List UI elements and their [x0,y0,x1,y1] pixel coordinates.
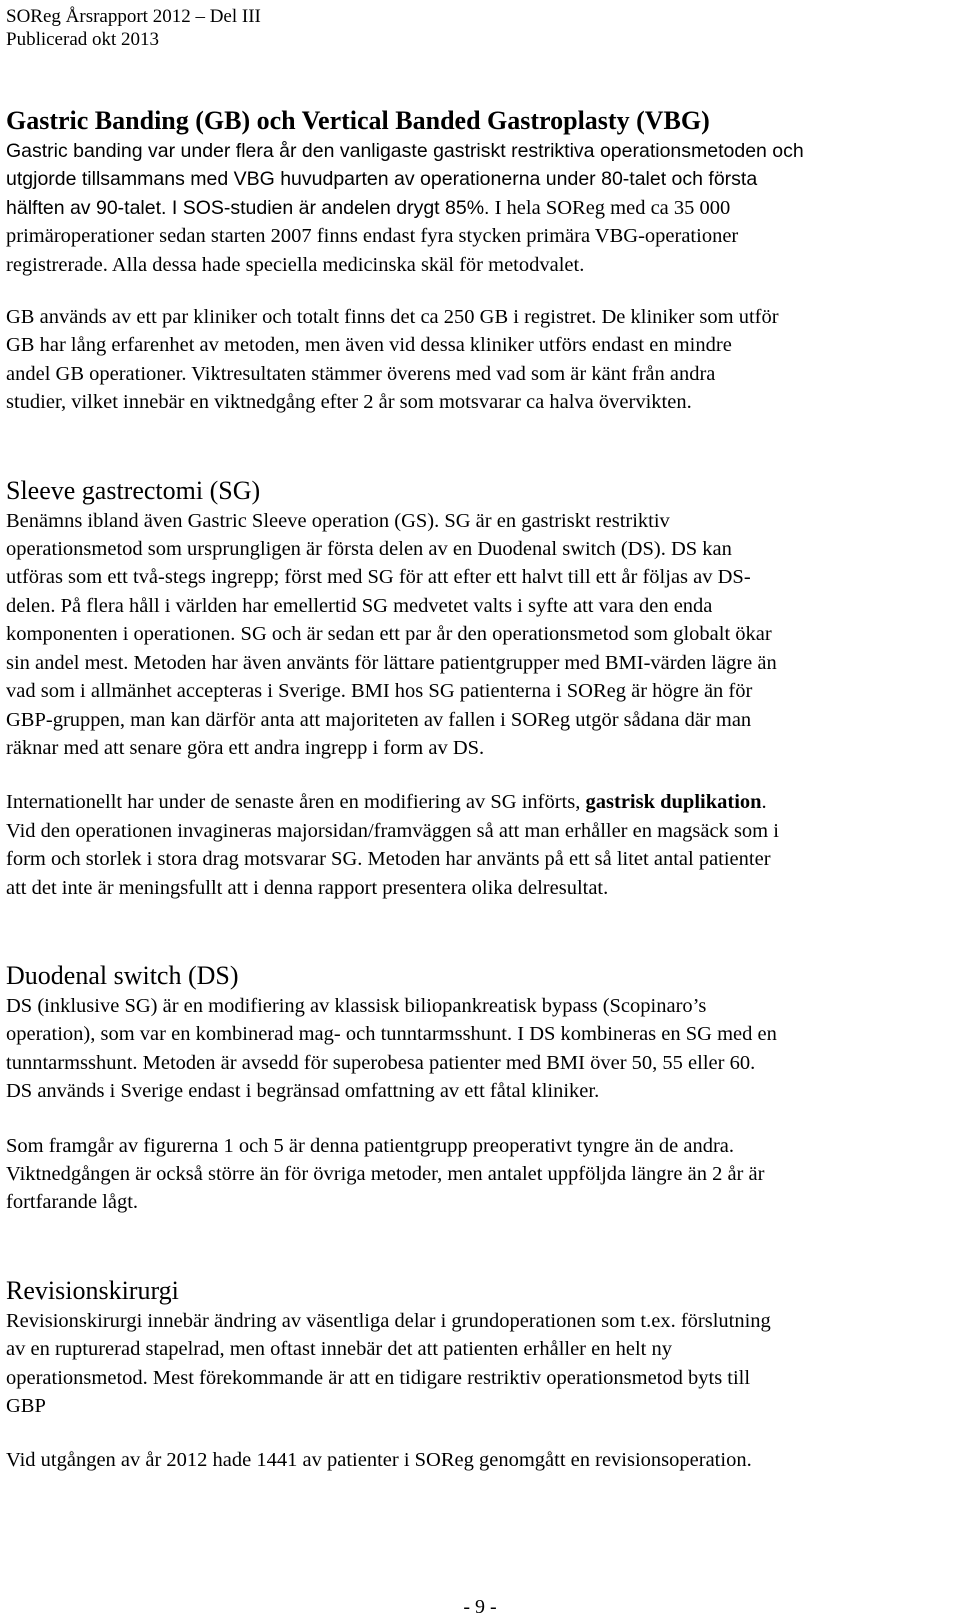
section-title-revision-surgery: Revisionskirurgi [6,1275,179,1305]
spacer [6,902,954,960]
page-header [6,5,261,51]
paragraph-gb-history-serif-part: I hela SOReg med ca 35 000 primäroperationer sedan starten 2007 finns endast fyra stycken primära VBG-operationer registrerade. Alla dessa hade speciella medicinska skäl för metodvalet. [6,196,739,276]
header-published-date: Publicerad okt 2013 [6,29,160,50]
paragraph-ds-results: Som framgår av figurerna 1 och 5 är denna patientgrupp preoperativt tyngre än de andra. Viktnedgången är också större än för övriga metoder, men antalet uppföljda längre än 2 år är fortfarande lågt. [6,1134,765,1214]
spacer [6,279,954,303]
section-gastric-banding [6,105,954,417]
paragraph-ds-description: DS (inklusive SG) är en modifiering av klassisk biliopankreatisk bypass (Scopinaro’s operation), som var en kombinerad mag- och tunntarmsshunt. I DS kombineras en SG med en tunntarmsshunt. Metoden är avsedd för superobesa patienter med BMI över 50, 55 eller 60. DS används i Sverige endast i begränsad omfattning av ett fåtal kliniker. [6,994,777,1103]
spacer [6,1217,954,1275]
header-report-title: SOReg Årsrapport 2012 – Del III [6,6,261,27]
paragraph-sg-description: Benämns ibland även Gastric Sleeve operation (GS). SG är en gastriskt restriktiv operationsmetod som ursprungligen är första delen av en Duodenal switch (DS). DS kan utföras som ett två-stegs ingrepp; först med SG för att efter ett halvt till ett år följas av DS- delen. På flera håll i världen har emellertid SG medvetet valts i syfte att vara den enda komponenten i operationen. SG och är sedan ett par år den operationsmetod som globalt ökar sin andel mest. Metoden har även använts för lättare patientgrupper med BMI-värden lägre än vad som i allmänhet accepteras i Sverige. BMI hos SG patienterna i SOReg är högre än för GBP-gruppen, man kan därför anta att majoriteten av fallen i SOReg utgör sådana där man räknar med att senare göra ett andra ingrepp i form av DS. [6,509,777,759]
spacer [6,1106,954,1132]
paragraph-sg-duplication-lead: Internationellt har under de senaste åren en modifiering av SG införts, [6,791,586,814]
section-title-gastric-banding: Gastric Banding (GB) och Vertical Banded Gastroplasty (VBG) [6,106,710,135]
paragraph-sg-duplication [6,788,954,902]
section-title-duodenal-switch: Duodenal switch (DS) [6,960,239,990]
paragraph-gb-usage: GB används av ett par kliniker och totalt finns det ca 250 GB i registret. De kliniker som utför GB har lång erfarenhet av metoden, men även vid dessa kliniker utförs endast en mindre andel GB operationer. Viktresultaten stämmer överens med vad som är känt från andra studier, vilket innebär en viktnedgång efter 2 år som motsvarar ca halva övervikten. [6,306,779,414]
section-duodenal-switch [6,960,954,1217]
spacer [6,417,954,475]
spacer [6,1420,954,1446]
section-title-sleeve-gastrectomy: Sleeve gastrectomi (SG) [6,475,261,505]
paragraph-gb-history [6,137,954,279]
paragraph-revision-description: Revisionskirurgi innebär ändring av väsentliga delar i grundoperationen som t.ex. förslutning av en rupturerad stapelrad, men oftast innebär det att patienten erhåller en helt ny operationsmetod. Mest förekommande är att en tidigare restriktiv operationsmetod byts till GBP [6,1309,771,1417]
paragraph-gb-history-sans-part: Gastric banding var under flera år den vanligaste gastriskt restriktiva operationsmetoden och utgjorde tillsammans med VBG huvudparten av operationerna under 80-talet och första hälften av 90-talet. I SOS-studien är andelen drygt 85%. [6,140,804,219]
spacer [6,762,954,788]
section-revision-surgery [6,1275,954,1475]
paragraph-revision-count: Vid utgången av år 2012 hade 1441 av patienter i SOReg genomgått en revisionsoperation. [6,1449,752,1472]
section-sleeve-gastrectomy [6,475,954,902]
term-gastrisk-duplikation: gastrisk duplikation [585,791,762,814]
page-number: - 9 - [463,1596,497,1618]
page-content [6,105,954,1475]
paragraph-sg-duplication-rest: . Vid den operationen invagineras majorsidan/framväggen så att man erhåller en magsäck som i form och storlek i stora drag motsvarar SG. Metoden har använts på ett så litet antal patienter att det inte är meningsfullt att i denna rapport presentera olika delresultat. [6,791,779,899]
